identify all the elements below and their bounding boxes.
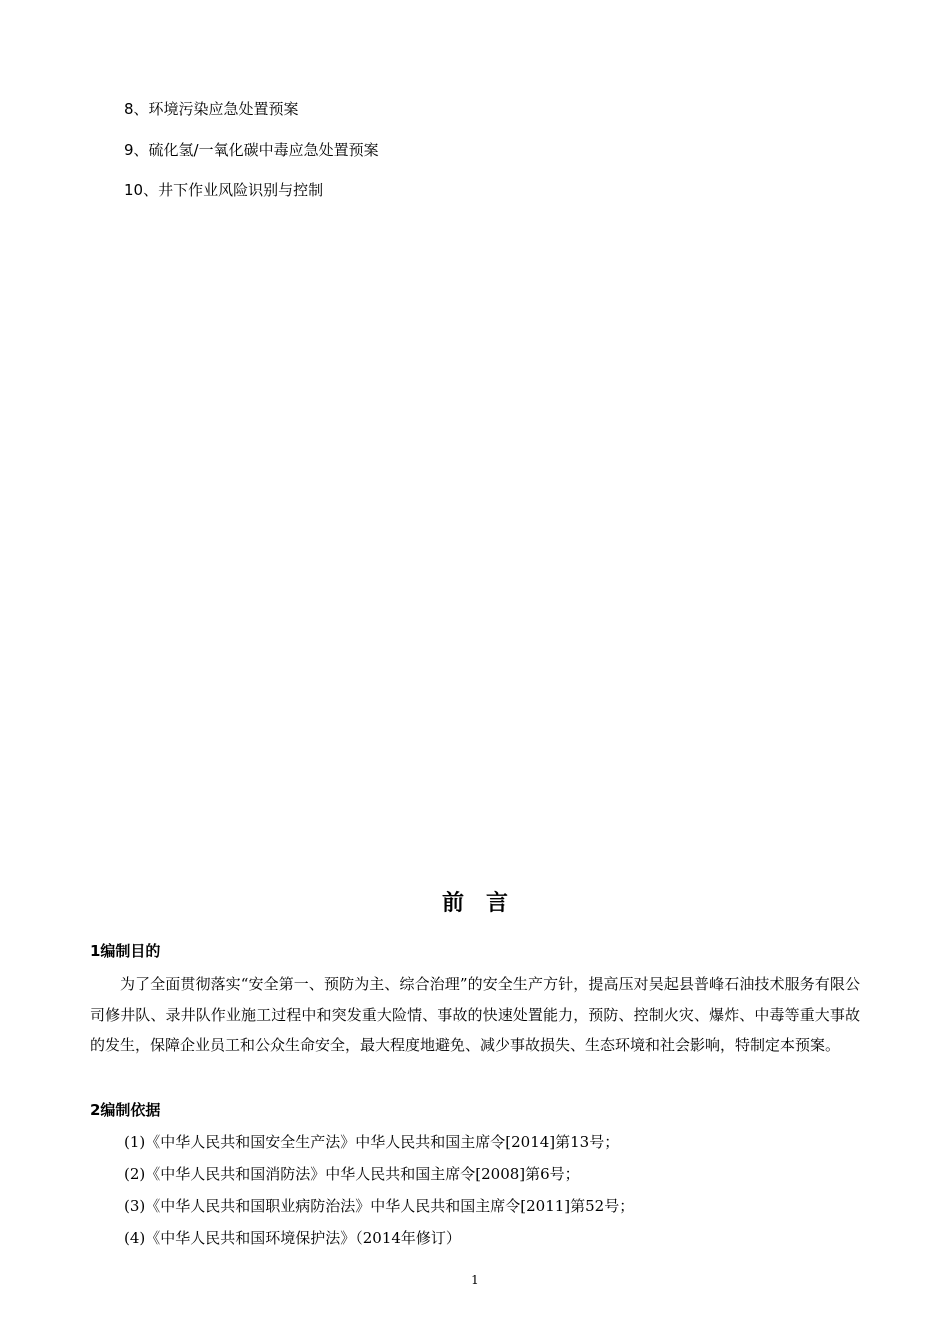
toc-item-8: 8、环境污染应急处置预案 (124, 100, 299, 118)
purpose-paragraph: 为了全面贯彻落实“安全第一、预防为主、综合治理”的安全生产方针，提高压对吴起县普峰石油技术服务有限公司修井队、录井队作业施工过程中和突发重大险情、事故的快速处置能力，预防、控制火灾、爆炸、中毒等重大事故的发生，保障企业员工和公众生命安全，最大程度地避免、减少事故损失、生态环境和社会影响，特制定本预案。 (90, 975, 860, 1054)
section-heading-purpose: 1编制目的 (90, 942, 161, 960)
basis-item-4: (4)《中华人民共和国环境保护法》（2014年修订） (124, 1229, 461, 1247)
basis-item-3: (3)《中华人民共和国职业病防治法》中华人民共和国主席令[2011]第52号； (124, 1197, 635, 1215)
basis-item-1: (1)《中华人民共和国安全生产法》中华人民共和国主席令[2014]第13号； (124, 1133, 620, 1151)
basis-item-2: (2)《中华人民共和国消防法》中华人民共和国主席令[2008]第6号； (124, 1165, 580, 1183)
page-number: 1 (471, 1273, 479, 1287)
toc-item-10: 10、井下作业风险识别与控制 (124, 181, 324, 199)
section-heading-basis: 2编制依据 (90, 1101, 161, 1119)
preface-title: 前言 (441, 891, 530, 916)
toc-item-9: 9、硫化氢/一氧化碳中毒应急处置预案 (124, 141, 379, 159)
